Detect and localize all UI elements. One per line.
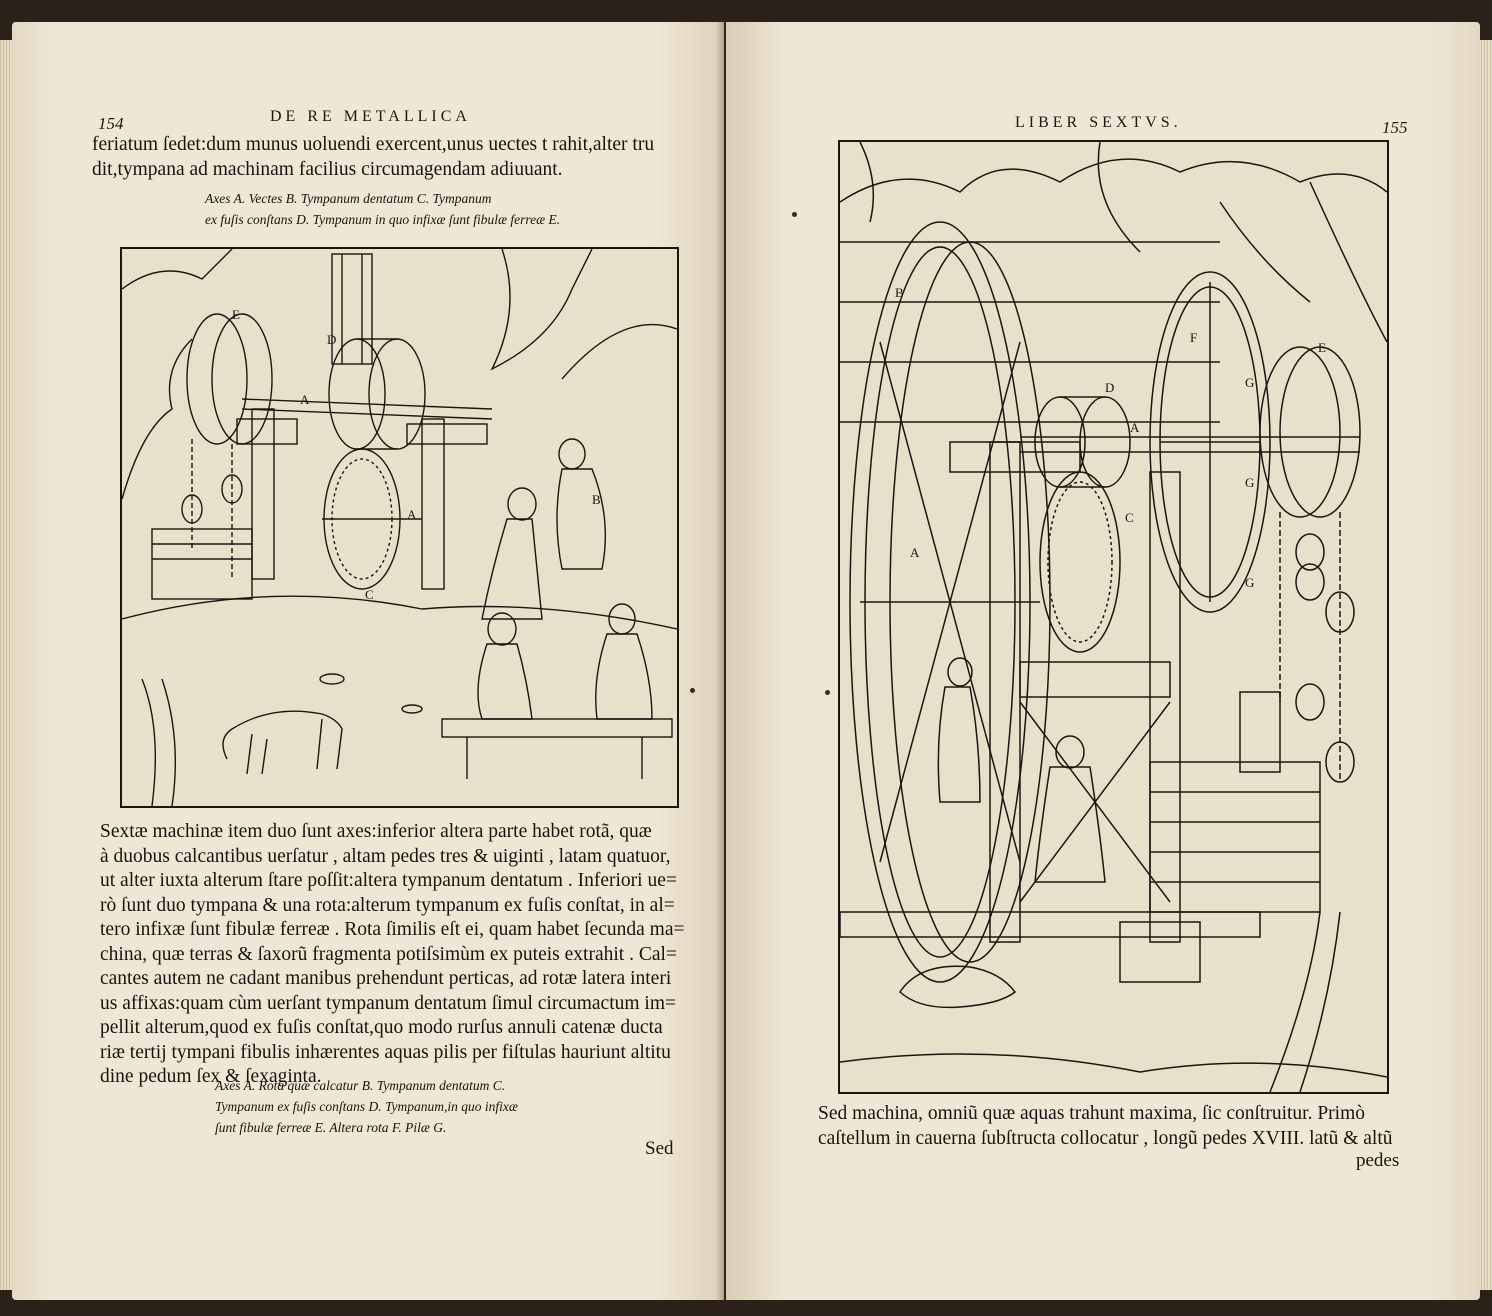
text-line: china, quæ terras & ſaxorũ fragmenta potiſsimùm ex puteis extrahit . Cal= [100,943,677,965]
figure-label: G [1245,575,1255,590]
figure-label: A [300,392,310,407]
left-top-legend [205,188,705,230]
text-line: pellit alterum,quod ex fuſis conſtat,quo modo rurſus annuli catenæ ducta [100,1017,663,1038]
text-line: dit,tympana ad machinam facilius circumagendam adiuuant. [92,158,563,180]
figure-label: D [327,332,337,347]
figure-label: G [1245,375,1255,390]
text-line: feriatum ſedet:dum munus uoluendi exercent,unus uectes t rahit,alter tru [92,134,655,155]
left-running-head: DE RE METALLICA [270,108,471,125]
right-running-head: LIBER SEXTVS. [1015,114,1182,131]
text-line: caſtellum in cauerna ſubſtructa collocatur , longũ pedes XVIII. latũ & altũ [818,1127,1393,1149]
right-catchword: pedes [1356,1150,1400,1171]
left-page-number: 154 [98,114,124,133]
figure-label: A [1130,420,1140,435]
ink-spot [825,690,830,695]
right-page-number: 155 [1382,118,1408,137]
text-line: Sed machina, omniũ quæ aquas trahunt maxima, ſic conſtruitur. Primò [818,1103,1365,1124]
text-line: à duobus calcantibus uerſatur , altam pedes tres & uiginti , latam quatuor, [100,845,671,867]
text-line: ut alter iuxta alterum ſtare poſſit:altera tympanum dentatum . Inferiori ue= [100,870,677,891]
text-line: tero infixæ ſunt fibulæ ferreæ . Rota ſimilis eſt ei, quam habet ſecunda ma= [100,919,685,940]
text-line: Sextæ machinæ item duo ſunt axes:inferior altera parte habet rotã, quæ [100,821,652,842]
figure-label: A [407,507,417,522]
legend-line: Axes A. Rota quæ calcatur B. Tympanum dentatum C. [215,1078,506,1093]
figure-label: F [1190,330,1198,345]
figure-label: B [895,285,904,300]
figure-label: D [1105,380,1115,395]
woodcut-left-labels [232,307,601,602]
figure-label: A [910,545,920,560]
figure-label: E [1318,340,1326,355]
legend-line: ex fuſis conſtans D. Tympanum in quo infixæ ſunt fibulæ ferreæ E. [205,212,561,227]
left-body-text [100,820,710,1090]
ink-spot [690,688,695,693]
page-edges-right [1478,40,1492,1290]
legend-line: Tympanum ex fuſis conſtans D. Tympanum,in quo infixæ [215,1099,518,1114]
figure-label: G [1245,475,1255,490]
woodcut-treadwheel-machine [120,247,679,808]
text-line: cantes autem ne cadant manibus prehendunt perticas, ad rotæ latera interi [100,968,672,989]
legend-line: ſunt fibulæ ferreæ E. Altera rota F. Pilæ G. [215,1120,447,1135]
text-line: dine pedum ſex & ſexaginta. [100,1066,322,1087]
text-line: riæ tertij tympani fibulis inhærentes aquas pilis per fiſtulas hauriunt altitu [100,1041,671,1063]
figure-label: E [232,307,240,322]
left-catchword: Sed [645,1138,674,1159]
figure-label: B [592,492,601,507]
woodcut-great-water-wheel [838,140,1389,1094]
woodcut-right-illustration [840,142,1387,1092]
right-body-text [818,1102,1438,1151]
legend-line: Axes A. Vectes B. Tympanum dentatum C. Tympanum [205,191,492,206]
ink-spot [792,212,797,217]
left-bottom-legend [215,1075,695,1138]
text-line: us affixas:quam cùm uerſant tympanum dentatum ſimul circumactum im= [100,992,677,1014]
left-top-text [92,133,692,182]
woodcut-left-illustration [122,249,677,806]
figure-label: C [1125,510,1134,525]
text-line: rò ſunt duo tympana & una rota:alterum tympanum ex fuſis conſtat, in al= [100,894,675,916]
figure-label: C [365,587,374,602]
